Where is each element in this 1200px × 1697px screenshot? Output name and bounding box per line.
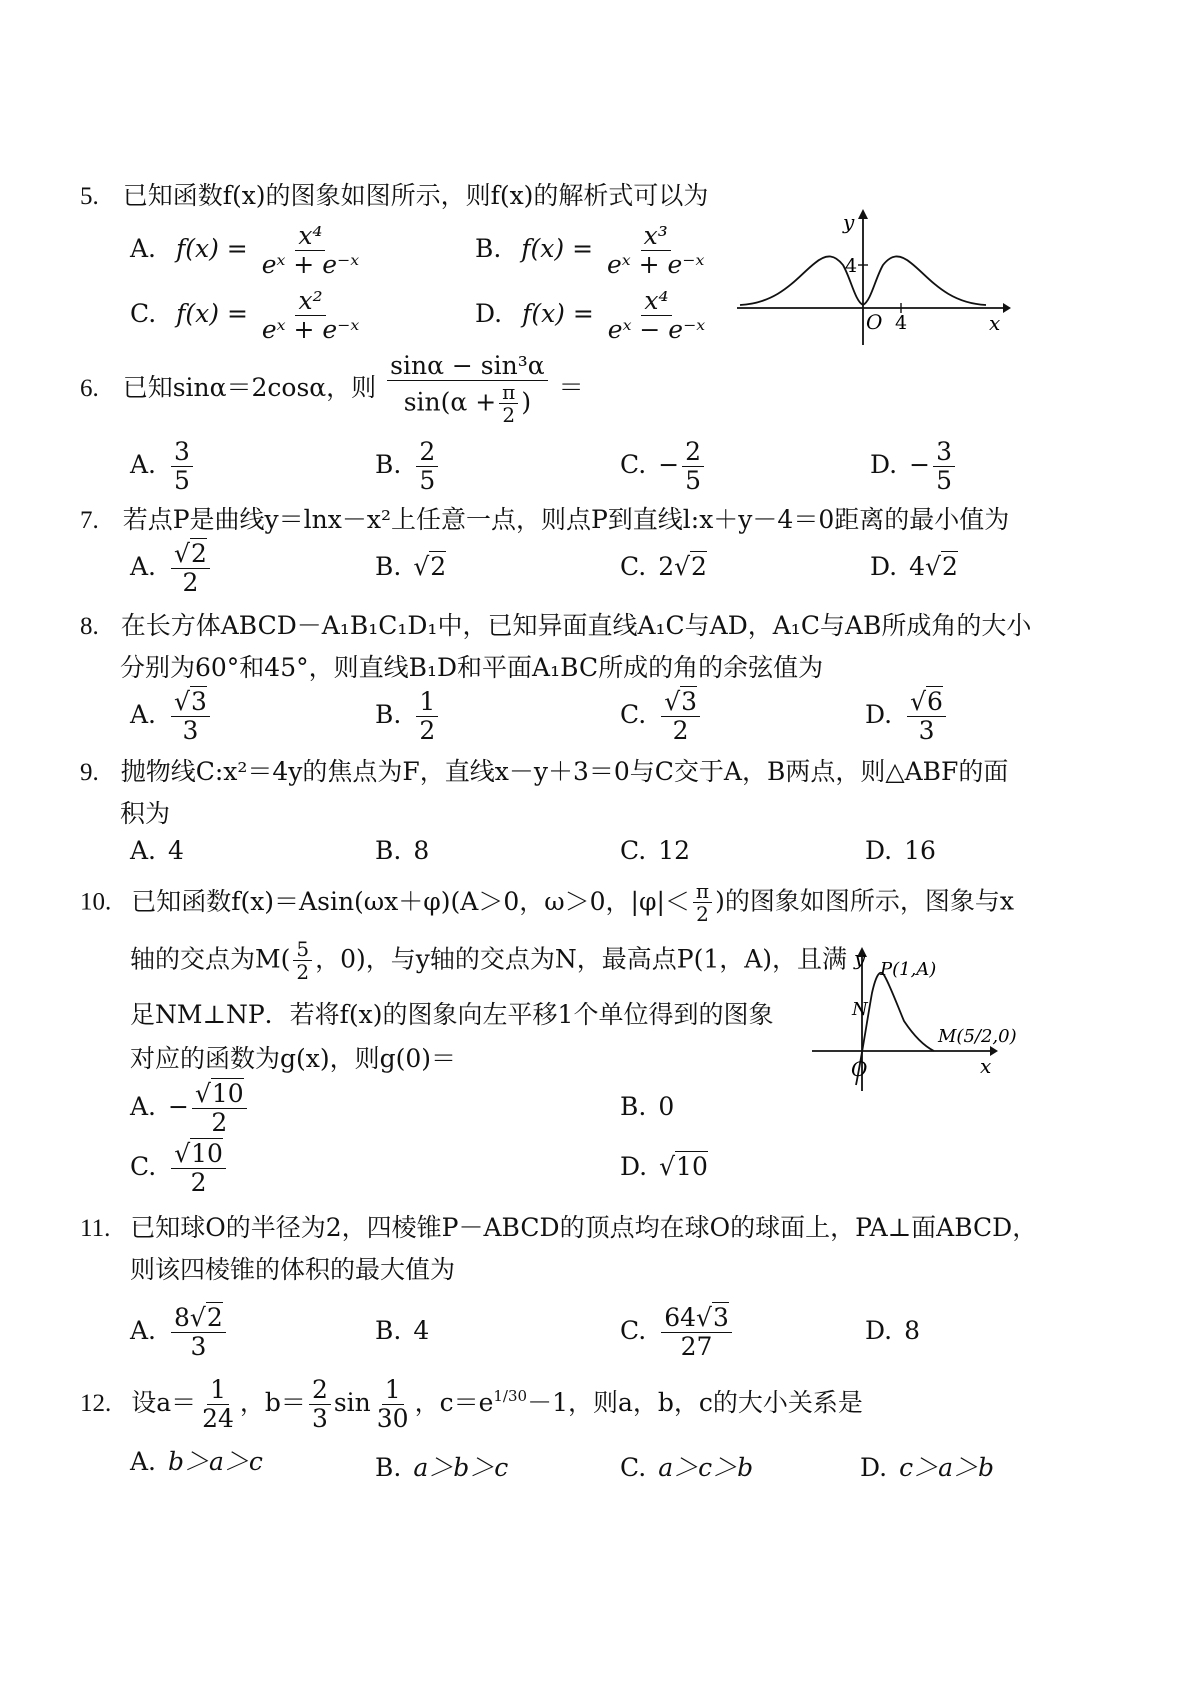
q10-function-graph (808, 945, 1017, 1095)
x-axis-arrow (1003, 303, 1011, 313)
q7-stem: 若点P是曲线y＝lnx－x²上任意一点，则点P到直线l:x＋y－4＝0距离的最小值为 (122, 505, 1010, 534)
q10-option-d[interactable]: D. √10 (620, 1152, 708, 1181)
q6-expression-denominator: sin(α + $\frac{\pi}{2}$ ) (403, 379, 532, 427)
origin-label: O (866, 310, 883, 334)
q8-number: 8. (80, 613, 99, 640)
q6-number: 6. (80, 374, 99, 402)
q7-stem-line (80, 500, 1009, 536)
q11-number: 11. (80, 1215, 111, 1242)
q10-stem-line2: 轴的交点为M( $\frac{5}{2}$ ，0)，与y轴的交点为N，最高点P(1，A)，且满 (130, 937, 848, 984)
x-label: x (989, 311, 1001, 335)
q10-option-a[interactable]: A. − $\frac{√10}{2}$ (130, 1080, 250, 1137)
q6-option-d[interactable]: D. − $\frac{3}{5}$ (870, 438, 958, 495)
option-label: B. (475, 234, 502, 264)
q10-option-c[interactable]: C. $\frac{√10}{2}$ (130, 1140, 229, 1197)
x-label: x (980, 1054, 992, 1078)
q11-option-c[interactable]: C. $\frac{64√3}{27}$ (620, 1304, 735, 1361)
q7-option-c[interactable]: C. 2√2 (620, 552, 707, 581)
q10-stem-line4: 对应的函数为g(x)，则g(0)＝ (130, 1044, 457, 1073)
q5-number: 5. (80, 183, 99, 210)
q12-option-a[interactable]: A. b＞a＞c (130, 1447, 263, 1476)
option-denominator: eˣ + e⁻ˣ (261, 314, 360, 344)
option-lhs: f(x) = (521, 234, 594, 264)
y-tick-label: 4 (845, 255, 858, 277)
q12-number: 12. (80, 1390, 112, 1418)
q7-option-d[interactable]: D. 4√2 (870, 552, 958, 581)
y-label: y (843, 210, 855, 234)
option-lhs: f(x) = (522, 299, 594, 329)
q11-option-d[interactable]: D. 8 (865, 1316, 921, 1345)
q5-stem-line (80, 176, 708, 212)
option-numerator: x⁴ (641, 287, 671, 316)
point-p-label: P(1,A) (880, 959, 937, 980)
q12-exponent: 1/30 (493, 1387, 528, 1406)
q8-stem-line1-text: 在长方体ABCD－A₁B₁C₁D₁中，已知异面直线A₁C与AD，A₁C与AB所成角的大小 (120, 611, 1032, 640)
q9-stem-line1 (80, 752, 1008, 788)
option-numerator: x³ (641, 222, 671, 251)
q12-option-c[interactable]: C. a＞c＞b (620, 1453, 754, 1482)
q5-option-c[interactable] (130, 287, 365, 344)
origin-label: O (851, 1057, 868, 1081)
q12-stem-line: 12. 设a＝ $\frac{1}{24}$ ，b＝ $\frac{2}{3}$ sin $\frac{1}{30}$ ，$c=e^{1/30}-1$，则a，b，c的大小关系是 (80, 1375, 863, 1433)
q5-option-a[interactable] (130, 222, 365, 279)
option-denominator: eˣ − e⁻ˣ (607, 314, 706, 344)
q5-stem: 已知函数f(x)的图象如图所示，则f(x)的解析式可以为 (122, 181, 709, 210)
q10-stem-line3: 足NM⊥NP．若将f(x)的图象向左平移1个单位得到的图象 (130, 1000, 774, 1029)
x-tick-label: 4 (895, 312, 908, 334)
option-numerator: x² (295, 287, 325, 316)
q5-option-b[interactable] (475, 222, 710, 279)
q8-option-b[interactable]: B. $\frac{1}{2}$ (375, 688, 441, 745)
q6-option-a[interactable]: A. $\frac{3}{5}$ (130, 438, 196, 495)
q6-stem-pre: 已知sinα＝2cosα，则 (122, 372, 377, 402)
q9-option-d[interactable]: D. 16 (865, 836, 936, 865)
option-label: D. (475, 299, 503, 329)
q8-option-c[interactable]: C. $\frac{√3}{2}$ (620, 688, 703, 745)
q8-option-a[interactable]: A. $\frac{√3}{3}$ (130, 688, 213, 745)
q11-stem-line1-text: 已知球O的半径为2，四棱锥P－ABCD的顶点均在球O的球面上，PA⊥面ABCD， (130, 1213, 1038, 1242)
option-lhs: f(x) = (175, 234, 248, 264)
q6-stem-line (80, 352, 584, 427)
point-m-label: M(5/2,0) (938, 1026, 1017, 1047)
q5-option-d[interactable] (475, 287, 711, 344)
q5-function-graph (735, 205, 1010, 350)
y-label: y (854, 946, 866, 970)
q12-option-d[interactable]: D. c＞a＞b (860, 1453, 995, 1482)
q11-option-a[interactable]: A. $\frac{8√2}{3}$ (130, 1304, 229, 1361)
option-lhs: f(x) = (176, 299, 248, 329)
q9-option-a[interactable]: A. 4 (130, 836, 184, 865)
option-denominator: eˣ + e⁻ˣ (261, 249, 360, 279)
q8-stem-line2: 分别为60°和45°，则直线B₁D和平面A₁BC所成的角的余弦值为 (120, 653, 824, 682)
point-n-label: N (852, 999, 868, 1020)
q12-option-b[interactable]: B. a＞b＞c (375, 1453, 509, 1482)
option-label: A. (130, 234, 157, 264)
q11-stem-line1 (80, 1208, 1037, 1244)
q9-option-c[interactable]: C. 12 (620, 836, 690, 865)
option-label: C. (130, 299, 157, 329)
option-denominator: eˣ + e⁻ˣ (607, 249, 705, 279)
q11-stem-line2: 则该四棱锥的体积的最大值为 (130, 1255, 456, 1284)
sine-curve (856, 973, 934, 1085)
q7-option-a[interactable]: A. $\frac{√2}{2}$ (130, 540, 213, 597)
q11-option-b[interactable]: B. 4 (375, 1316, 430, 1345)
q7-number: 7. (80, 507, 99, 534)
q8-option-d[interactable]: D. $\frac{√6}{3}$ (865, 688, 949, 745)
q9-stem-line1-text: 抛物线C:x²＝4y的焦点为F，直线x－y＋3＝0与C交于A，B两点，则△ABF的面 (120, 757, 1009, 786)
q7-option-b[interactable]: B. √2 (375, 552, 447, 581)
q10-number: 10. (80, 888, 112, 916)
q6-option-c[interactable]: C. − $\frac{2}{5}$ (620, 438, 707, 495)
y-axis-arrow (858, 209, 868, 219)
q10-stem-line1: 10. 已知函数f(x)＝Asin(ωx＋φ)(A＞0，ω＞0，|φ|＜ $\frac{\pi}{2}$ )的图象如图所示，图象与x (80, 879, 1014, 926)
q6-expression-numerator: sinα − sin³α (387, 352, 547, 381)
q9-number: 9. (80, 759, 99, 786)
q9-option-b[interactable]: B. 8 (375, 836, 430, 865)
q6-stem-post: ＝ (558, 372, 584, 402)
q6-option-b[interactable]: B. $\frac{2}{5}$ (375, 438, 441, 495)
option-numerator: x⁴ (295, 222, 325, 251)
q10-option-b[interactable]: B. 0 (620, 1092, 675, 1121)
q8-stem-line1 (80, 606, 1031, 642)
q9-stem-line2: 积为 (120, 799, 171, 828)
